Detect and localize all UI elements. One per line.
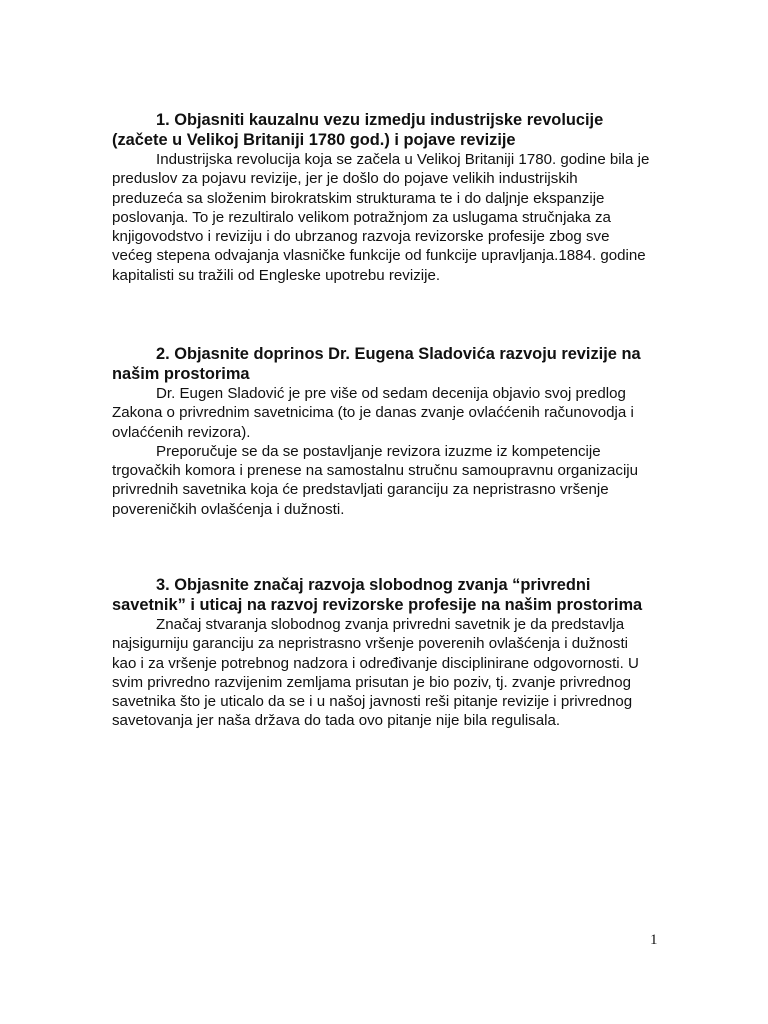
answer-paragraph: Značaj stvaranja slobodnog zvanja privredni savetnik je da predstavlja najsigurniju garanciju za nepristrasno vršenje poverenih ovlašćenja i dužnosti kao i za vršenje potrebnog nadzora i određivanje disciplinirane odgovornosti. U svim privredno razvijenim zemljama prisutan je bio poziv, tj. zvanje privrednog savetnika što je uticalo da se i u našoj javnosti reši pitanje revizije i privrednog savetovanja jer naša država do tada ovo pitanje nije bila regulisala. [112,616,639,730]
question-section-1 [112,111,652,285]
answer-paragraph: Dr. Eugen Sladović je pre više od sedam decenija objavio svoj predlog Zakona o privrednim savetnicima (to je danas zvanje ovlaććenih računovodja i ovlaććenih revizora). [112,385,634,441]
answer-paragraph: Preporučuje se da se postavljanje revizora izuzme iz kompetencije trgovačkih komora i prenese na samostalnu stručnu samoupravnu organizaciju privrednih savetnika koja će predstavljati garanciju za nepristrasno vršenje povereničkih ovlašćenja i dužnosti. [112,442,639,518]
question-section-3 [112,576,652,731]
question-title-1: 1. Objasniti kauzalnu vezu izmedju industrijske revolucije (začete u Velikoj Britaniji 1780 god.) i pojave revizije [112,111,604,149]
answer-paragraph: Industrijska revolucija koja se začela u Velikoj Britaniji 1780. godine bila je preduslov za pojavu revizije, jer je došlo do pojave velikih industrijskih preduzeća sa složenim birokratskim strukturama te i do daljnje ekspanzije poslovanja. To je rezultiralo velikom potražnjom za uslugama stručnjaka za knjigovodstvo i reviziju i do ubrzanog razvoja revizorske profesije zbog sve većeg stepena odvajanja vlasničke funkcije od funkcije upravljanja.1884. godine kapitalisti su tražili od Engleske upotrebu revizije. [112,151,650,284]
page-number: 1 [650,932,658,948]
question-title-3: 3. Objasnite značaj razvoja slobodnog zvanja “privredni savetnik” i uticaj na razvoj revizorske profesije na našim prostorima [112,576,643,614]
question-section-2 [112,345,652,519]
question-title-2: 2. Objasnite doprinos Dr. Eugena Sladovića razvoju revizije na našim prostorima [112,345,641,383]
